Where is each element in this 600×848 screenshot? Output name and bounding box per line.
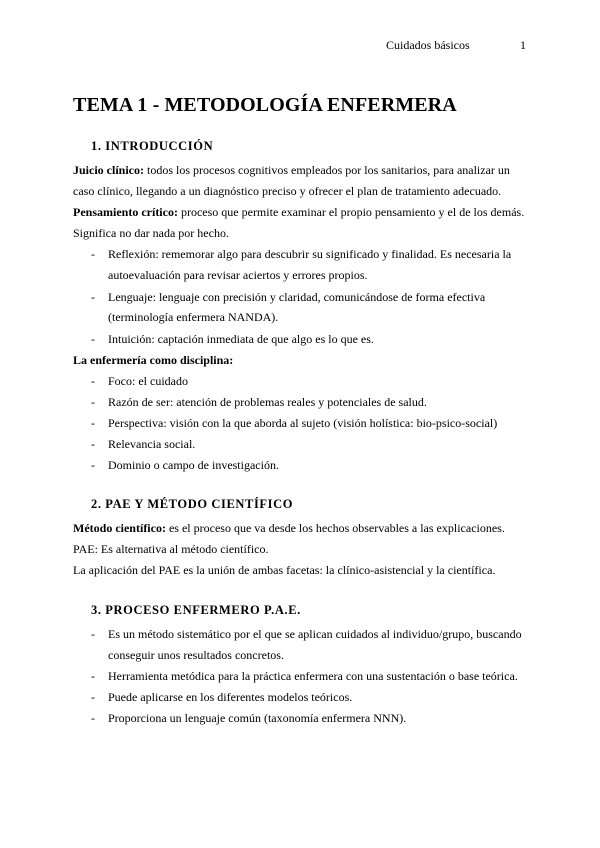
paragraph-line: caso clínico, llegando a un diagnóstico preciso y ofrecer el plan de tratamiento adecuado. bbox=[73, 184, 502, 198]
bullet-dash: - bbox=[91, 437, 95, 451]
definition-text: es el proceso que va desde los hechos observables a las explicaciones. bbox=[165, 521, 505, 535]
paragraph-line: Significa no dar nada por hecho. bbox=[73, 226, 229, 240]
bullet-dash: - bbox=[91, 690, 95, 704]
document-title: TEMA 1 - METODOLOGÍA ENFERMERA bbox=[73, 94, 457, 116]
list-item-continuation: conseguir unos resultados concretos. bbox=[108, 648, 284, 662]
list-item-continuation: autoevaluación para revisar aciertos y errores propios. bbox=[108, 268, 368, 282]
page-header bbox=[386, 38, 526, 53]
list-item-text: Foco: el cuidado bbox=[108, 374, 188, 388]
definition-text: proceso que permite examinar el propio pensamiento y el de los demás. bbox=[177, 205, 525, 219]
subheading-label: La enfermería como disciplina: bbox=[73, 353, 234, 367]
section-heading-introduccion: 1. INTRODUCCIÓN bbox=[91, 139, 214, 153]
list-item-text: Herramienta metódica para la práctica enfermera con una sustentación o base teórica. bbox=[108, 669, 518, 683]
paragraph-line: La aplicación del PAE es la unión de ambas facetas: la clínico-asistencial y la científica. bbox=[73, 563, 496, 577]
section-heading-proceso-enfermero: 3. PROCESO ENFERMERO P.A.E. bbox=[91, 603, 301, 617]
term-juicio-clinico: Juicio clínico: bbox=[73, 163, 144, 177]
list-item-text: Razón de ser: atención de problemas reales y potenciales de salud. bbox=[108, 395, 427, 409]
list-item-text: Reflexión: rememorar algo para descubrir su significado y finalidad. Es necesaria la bbox=[108, 247, 512, 261]
paragraph-juicio-clinico bbox=[73, 160, 510, 181]
list-item-text: Proporciona un lenguaje común (taxonomía enfermera NNN). bbox=[108, 711, 407, 725]
term-pensamiento-critico: Pensamiento crítico: bbox=[73, 205, 178, 219]
page-number: 1 bbox=[520, 38, 526, 52]
bullet-dash: - bbox=[91, 669, 95, 683]
paragraph-line: PAE: Es alternativa al método científico. bbox=[73, 542, 269, 556]
bullet-dash: - bbox=[91, 247, 95, 261]
list-item-text: Relevancia social. bbox=[108, 437, 196, 451]
paragraph-pensamiento-critico bbox=[73, 202, 524, 223]
list-item-text: Lenguaje: lenguaje con precisión y claridad, comunicándose de forma efectiva bbox=[108, 290, 486, 304]
list-item-text: Dominio o campo de investigación. bbox=[108, 458, 279, 472]
section-heading-pae-metodo: 2. PAE Y MÉTODO CIENTÍFICO bbox=[91, 497, 294, 511]
bullet-dash: - bbox=[91, 395, 95, 409]
list-item-text: Es un método sistemático por el que se aplican cuidados al individuo/grupo, buscando bbox=[108, 627, 522, 641]
bullet-dash: - bbox=[91, 711, 95, 725]
subheading-disciplina bbox=[73, 350, 233, 371]
header-title: Cuidados básicos bbox=[386, 38, 470, 52]
list-item-continuation: (terminología enfermera NANDA). bbox=[108, 310, 279, 324]
bullet-dash: - bbox=[91, 458, 95, 472]
definition-text: todos los procesos cognitivos empleados por los sanitarios, para analizar un bbox=[144, 163, 510, 177]
bullet-dash: - bbox=[91, 416, 95, 430]
list-item-text: Intuición: captación inmediata de que algo es lo que es. bbox=[108, 332, 374, 346]
bullet-dash: - bbox=[91, 627, 95, 641]
bullet-dash: - bbox=[91, 332, 95, 346]
paragraph-metodo-cientifico bbox=[73, 518, 505, 539]
list-item-text: Perspectiva: visión con la que aborda al sujeto (visión holística: bio-psico-social) bbox=[108, 416, 498, 430]
list-item-text: Puede aplicarse en los diferentes modelos teóricos. bbox=[108, 690, 353, 704]
term-metodo-cientifico: Método científico: bbox=[73, 521, 166, 535]
bullet-dash: - bbox=[91, 290, 95, 304]
bullet-dash: - bbox=[91, 374, 95, 388]
